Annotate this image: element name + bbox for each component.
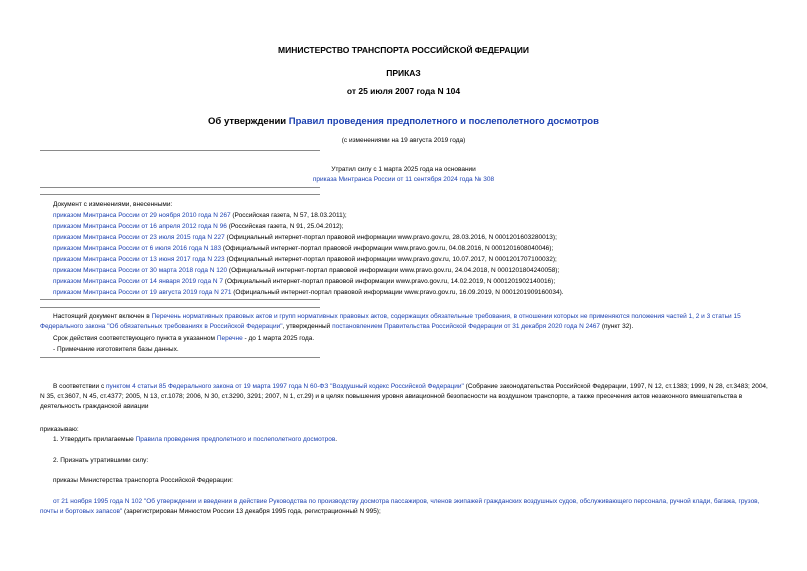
amendment-item bbox=[53, 211, 347, 220]
document-title bbox=[40, 116, 767, 127]
divider bbox=[40, 357, 320, 358]
amendment-source: (Официальный интернет-портал правовой информации www.pravo.gov.ru, 16.09.2019, N 0001201909160034). bbox=[231, 289, 564, 296]
amendment-source: (Официальный интернет-портал правовой информации www.pravo.gov.ru, 14.02.2019, N 0001201902140016); bbox=[222, 278, 556, 285]
amendment-item bbox=[53, 244, 553, 253]
amendment-source: (Российская газета, N 57, 18.03.2011); bbox=[230, 212, 347, 219]
amendment-link[interactable]: приказом Минтранса России от 14 января 2019 года N 7 bbox=[53, 278, 223, 285]
amendment-link[interactable]: приказом Минтранса России от 13 июня 2017 года N 223 bbox=[53, 256, 225, 263]
amendment-item bbox=[53, 233, 557, 242]
amendment-source: (Российская газета, N 91, 25.04.2012); bbox=[226, 223, 344, 230]
divider bbox=[40, 194, 320, 195]
amendment-link[interactable]: приказом Минтранса России от 19 августа 2019 года N 271 bbox=[53, 289, 232, 296]
perechen-link[interactable]: Перечень нормативных правовых актов и групп нормативных правовых актов, содержащих обязательные требования, в отношении которых не применяются положения частей 1, 2 и 3 статьи 15 Федерального закона "Об обязательных требованиях в Российской Федерации" bbox=[40, 313, 741, 330]
amendment-source: (Официальный интернет-портал правовой информации www.pravo.gov.ru, 28.03.2016, N 0001201603280013); bbox=[224, 234, 557, 241]
amendment-link[interactable]: приказом Минтранса России от 30 марта 2018 года N 120 bbox=[53, 267, 228, 274]
amendment-source: (Официальный интернет-портал правовой информации www.pravo.gov.ru, 10.07.2017, N 0001201707100032); bbox=[224, 256, 557, 263]
rules-title-link[interactable]: Правил проведения предполетного и послеполетного досмотров bbox=[288, 116, 599, 127]
amendment-source: (Официальный интернет-портал правовой информации www.pravo.gov.ru, 04.08.2016, N 0001201608040046); bbox=[221, 245, 554, 252]
order-item-2-sub: приказы Министерства транспорта Российской Федерации: bbox=[53, 477, 233, 484]
document-date-number: от 25 июля 2007 года N 104 bbox=[346, 86, 461, 96]
perechen-short-link[interactable]: Перечне bbox=[216, 335, 243, 342]
amendment-item bbox=[53, 277, 555, 286]
divider bbox=[40, 150, 320, 151]
amendment-link[interactable]: приказом Минтранса России от 23 июля 2015 года N 227 bbox=[53, 234, 225, 241]
rules-link[interactable]: Правила проведения предполетного и послеполетного досмотров bbox=[135, 436, 336, 443]
air-code-link[interactable]: пунктом 4 статьи 85 Федерального закона от 19 марта 1997 года N 60-ФЗ "Воздушный кодекс Российской Федерации" bbox=[106, 383, 464, 390]
divider bbox=[40, 299, 320, 300]
repealed-order-link[interactable]: от 21 ноября 1995 года N 102 "Об утверждении и введении в действие Руководства по производству досмотра пассажиров, членов экипажей гражданских воздушных судов, обслуживающего персонала, ручной клади, багажа, грузов, почты и бортовых запасов" bbox=[40, 498, 760, 515]
db-producer-note: - Примечание изготовителя базы данных. bbox=[53, 346, 179, 353]
title-prefix: Об утверждении bbox=[208, 116, 289, 127]
validity-note: Срок действия соответствующего пункта в указанном Перечне - до 1 марта 2025 года. bbox=[53, 335, 315, 342]
amendment-link[interactable]: приказом Минтранса России от 16 апреля 2012 года N 96 bbox=[53, 223, 227, 230]
document-type: ПРИКАЗ bbox=[386, 68, 421, 78]
amendments-intro: Документ с изменениями, внесенными: bbox=[53, 201, 173, 208]
amendment-link[interactable]: приказом Минтранса России от 6 июля 2016 года N 183 bbox=[53, 245, 222, 252]
repealed-order: от 21 ноября 1995 года N 102 "Об утверждении и введении в действие Руководства по производству досмотра пассажиров, членов экипажей гражданских воздушных судов, обслуживающего персонала, ручной клади, багажа, грузов, почты и бортовых запасов" (зарегистрирован Минюстом России 13 декабря 1995 года, регистрационный N 995); bbox=[40, 498, 760, 515]
preamble-paragraph: В соответствии с пунктом 4 статьи 85 Федерального закона от 19 марта 1997 года N 60-ФЗ "Воздушный кодекс Российской Федерации" (Собрание законодательства Российской Федерации, 1997, N 12, ст.1383; 1999, N 28, ст.3483; 2004, N 35, ст.3607, N 45, ст.4377; 2005, N 13, ст.1078; 2006, N 30, ст.3290, 3291; 2007, N 1, ст.29) и в целях повышения уровня авиационной безопасности на воздушном транспорте, а также пресечения актов незаконного вмешательства в деятельность гражданской авиации bbox=[40, 383, 768, 410]
government-decree-link[interactable]: постановлением Правительства Российской Федерации от 31 декабря 2020 года N 2467 bbox=[332, 323, 601, 330]
order-item-2: 2. Признать утратившими силу: bbox=[53, 457, 149, 464]
lapsed-order-link[interactable]: приказа Минтранса России от 11 сентября 2024 года № 308 bbox=[312, 176, 495, 183]
divider bbox=[40, 187, 320, 188]
perechen-paragraph: Настоящий документ включен в Перечень нормативных правовых актов и групп нормативных правовых актов, содержащих обязательные требования, в отношении которых не применяются положения частей 1, 2 и 3 статьи 15 Федерального закона "Об обязательных требованиях в Российской Федерации", утвержденный постановлением Правительства Российской Федерации от 31 декабря 2020 года N 2467 (пункт 32). bbox=[40, 313, 741, 330]
lapsed-notice: Утратил силу с 1 марта 2025 года на основании bbox=[331, 166, 476, 173]
divider bbox=[40, 307, 320, 308]
revision-note: (с изменениями на 19 августа 2019 года) bbox=[341, 137, 466, 144]
amendment-item bbox=[53, 255, 557, 264]
amendment-item bbox=[53, 266, 559, 275]
amendment-source: (Официальный интернет-портал правовой информации www.pravo.gov.ru, 24.04.2018, N 0001201804240058); bbox=[227, 267, 560, 274]
amendment-item bbox=[53, 222, 344, 231]
prikazyvayu: приказываю: bbox=[40, 426, 79, 433]
order-item-1: 1. Утвердить прилагаемые Правила проведения предполетного и послеполетного досмотров. bbox=[53, 436, 338, 443]
amendment-item bbox=[53, 288, 564, 297]
amendment-link[interactable]: приказом Минтранса России от 29 ноября 2010 года N 267 bbox=[53, 212, 231, 219]
ministry-name: МИНИСТЕРСТВО ТРАНСПОРТА РОССИЙСКОЙ ФЕДЕРАЦИИ bbox=[278, 45, 529, 55]
